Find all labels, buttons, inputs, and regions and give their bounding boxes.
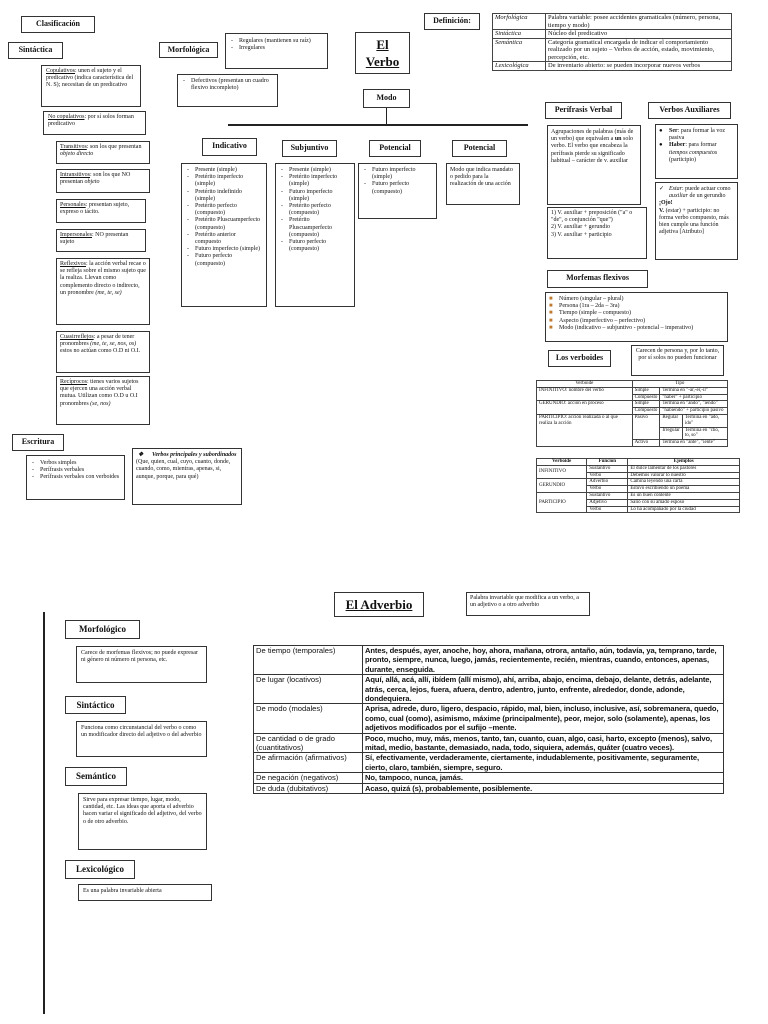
verbo-title-line2: Verbo [365,54,400,69]
perifrasis-box: Agrupaciones de palabras (más de un verbo) que equivalen a un solo verbo. El verbo que encabeza la perífrasis pierde su significado habitual – carácter de v. auxiliar [547,125,641,205]
square-bullet-icon: ■ [549,317,553,324]
morf-regulares: - Regulares (mantienen su raíz) [239,38,324,45]
square-bullet-icon: ■ [549,310,553,317]
impersonales-box: Impersonales: NO presentan sujeto [56,229,146,252]
defectivos-item: - Defectivos (presentan un cuadro flexivo incompleto) [191,78,274,92]
verboides-tipo-table: Verboide Tipo INFINITIVO: nombre del verbo Simple Termina en "-ar,-er,-ir" Compuesto "haber" + participio GERUNDIO: acción en proceso Simple Termina en "ando", "iendo" Compuesto "habiendo" + participio pasivo PARTICIPIO: acción realizada o al que realiza la acción Pasivo Regular Termina en "ado, ido" Irregular Termina en "cho, to, so" Activo Termina en "ante", "iente" [536,380,728,447]
subordinados-text: (Que, quien, cual, cuyo, cuanto, donde, cuando, como, mientras, apenas, si, aunque, porque, para qué) [136,459,231,480]
reciprocos-box: Recíprocos: tienes varios sujetos que ejercen una acción verbal mutua. Utilizan como O.D u O.I pronombres (se, nos) [56,376,150,425]
escritura-item: - Perífrasis verbales [40,467,121,474]
adverbio-row: De modo (modales) Aprisa, adrede, duro, ligero, despacio, rápido, mal, bien, incluso, inclusive, así, sobremanera, quedo, como, cual (como), asimismo, máxime (principalmente), peor, mejor, solo (solamente), apenas, los adjetivos modificados por el sufijo –mente. [254,704,724,733]
adverbio-row: De afirmación (afirmativos) Sí, efectivamente, verdaderamente, ciertamente, indudablemente, positivamente, seguramente, cierto, claro, también, siempre, seguro. [254,753,724,773]
verboides-heading: Los verboides [548,350,611,367]
bullet-icon: ● [659,128,663,134]
subordinados-box: ❖ Verbos principales y subordinados (Que, quien, cual, cuyo, cuanto, donde, cuando, como, mientras, apenas, si, aunque, porque, para qué) [132,448,242,505]
modo-indicativo: Indicativo [202,138,257,156]
adverbio-row: De cantidad o de grado (cuantitativos) Poco, mucho, muy, más, menos, tanto, tan, cuanto, cuan, algo, casi, harto, excepto (menos), salvo, mitad, medio, bastante, demasiado, nada, todo, siquiera, además, quáter (cuatro veces). [254,733,724,753]
modo-imperativo: Potencial [452,140,507,157]
escritura-item: - Perífrasis verbales con verboides [40,474,121,481]
modo-branch-line [228,124,528,126]
adverbio-row: De tiempo (temporales) Antes, después, ayer, anoche, hoy, ahora, mañana, otrora, antaño, aún, todavía, ya, temprano, tarde, pronto, siempre, nunca, luego, jamás, recientemente, recién, mientras, cuando, entonces, apenas, durante, enseguida. [254,646,724,675]
modo-potencial: Potencial [369,140,421,157]
defectivos-box [177,74,278,107]
diamond-bullet-icon: ❖ [138,452,144,458]
personales-box: Personales: presentan sujeto, expreso o tácito. [56,199,146,223]
square-bullet-icon: ■ [549,296,553,302]
subjuntivo-box: - Presente (simple) - Pretérito imperfecto (simple) - Futuro imperfecto (simple) - Pretérito perfecto (compuesto) - Pretérito Pluscuamperfecto (compuesto) - Futuro perfecto (compuesto) [275,163,355,307]
imperativo-box: Modo que indica mandato o pedido para la realización de una acción [446,163,520,205]
def-row: Morfológica Palabra variable: posee accidentes gramaticales (número, persona, tiempo y modo) [493,14,732,30]
adverbio-row: De lugar (locativos) Aquí, allá, acá, allí, ibídem (allí mismo), ahí, arriba, abajo, encima, debajo, delante, detrás, adelante, atrás, cerca, lejos, fuera, afuera, dentro, adentro, junto, enfrente, alrededor, donde, adonde, dondequiera. [254,675,724,704]
adverbio-definition: Palabra invariable que modifica a un verbo, a un adjetivo o a otro adverbio [466,592,590,616]
escritura-item: - Verbos simples [40,460,121,467]
definicion-table [492,13,732,71]
semantico-heading: Semántico [65,767,127,786]
auxiliares-box: ● Ser: para formar la voz pasiva ● Haber: para formar tiempos compuestos (participio) [655,124,738,179]
morfologico-box: Carece de morfemas flexivos; no puede expresar ni género ni número ni persona, etc. [76,646,207,683]
def-row: Lexicológica De inventario abierto: se pueden incorporar nuevos verbos [493,62,732,71]
verbo-title [355,32,410,74]
morfologica-box [225,33,328,69]
cuasirreflejos-box: Cuasirreflejos: a pesar de tener pronombres (me, te, se, nos, os) estos no actúan como O.D ni O.I. [56,331,150,373]
reflexivos-box: Reflexivos: la acción verbal recae o se refleja sobre el mismo sujeto que la realiza. Llevan como complemento directo o indirecto, un pronombre (me, te, se) [56,258,150,325]
intransitivos-box: Intransitivos: son los que NO presentan objeto [56,169,150,193]
modo-heading: Modo [363,89,410,108]
lexicologico-heading: Lexicológico [65,860,135,879]
verboides-funcion-table: Verboide Función Ejemplos INFINITIVO Sustantivo El dulce lamentar de los pastores Verbo Debemos valorar lo nuestro GERUNDIO Adverbio Camina leyendo una carta Verbo Estuvo escribiendo un poema PARTICIPIO Sustantivo Es un buen contente Adjetivo Salió con su amado esposo Verbo Lo ha acompañado por la ciudad [536,458,740,513]
estar-box: ✓ Estar: puede actuar como auxiliar de un gerundio ¡Ojo! V. (estar) + participio: no forma verbo compuesto, más bien cumple una función adjetiva [Atributo] [655,182,738,260]
morfologica-heading: Morfológica [159,42,218,58]
modo-connector [386,108,387,124]
morf-irregulares: - Irregulares [239,45,324,52]
lexicologico-box: Es una palabra invariable abierta [78,884,212,901]
definicion-heading: Definición: [424,13,480,30]
semantico-box: Sirve para expresar tiempo, lugar, modo, cantidad, etc. Las ideas que aporta el adverbio hacen variar el significado del adjetivo, del verbo o de otro adverbio. [78,793,207,850]
adverbio-row: De duda (dubitativos) Acaso, quizá (s), probablemente, posiblemente. [254,783,724,793]
morfologico-heading: Morfológico [65,620,140,639]
def-row: Semántica Categoría gramatical encargada de indicar el comportamiento realizado por un sujeto – Verbos de acción, estado, movimiento, percepción, etc. [493,38,732,62]
morfemas-box: ■ Número (singular – plural) ■ Persona (1ra – 2da – 3ra) ■ Tiempo (simple – compuesto) ■ Aspecto (imperfectivo – perfectivo) ■ Modo (indicativo – subjuntivo - potencial – imperativo) [545,292,728,342]
perifrasis-heading: Perífrasis Verbal [545,102,622,119]
morfemas-heading: Morfemas flexivos [547,270,648,288]
no-copulativos-box: No copulativos: por sí solos forman predicativo [43,111,146,135]
auxiliares-heading: Verbos Auxiliares [648,102,731,119]
check-icon: ✓ [659,186,665,192]
adverbio-side-line [43,612,45,1014]
copulativos-box: Copulativos: unen el sujeto y el predicativo (indica característica del N. S); necesitan de un predicativo [41,65,141,107]
perifrasis-list-box: 1) V. auxiliar + preposición ("a" o "de", o conjunción "que") 2) V. auxiliar + gerundio 3) V. auxiliar + participio [547,207,647,259]
square-bullet-icon: ■ [549,324,553,331]
verbo-title-line1: El [376,37,389,52]
adverbio-row: De negación (negativos) No, tampoco, nunca, jamás. [254,773,724,783]
sintactica-heading: Sintáctica [8,42,63,59]
sintactico-heading: Sintáctico [65,696,126,714]
escritura-box [26,455,125,500]
transitivos-box: Transitivos: son los que presentan objeto directo [56,141,150,164]
adverbio-table [253,645,724,794]
verboides-box: Carecen de persona y, por lo tanto, por sí solos no pueden funcionar [631,345,724,376]
def-row: Sintáctica Núcleo del predicativo [493,30,732,39]
potencial-box: - Futuro imperfecto (simple) - Futuro perfecto (compuesto) [358,163,437,219]
square-bullet-icon: ■ [549,303,553,310]
escritura-heading: Escritura [12,434,64,451]
sintactico-box: Funciona como circunstancial del verbo o como un modificador directo del adjetivo o del adverbio [76,721,207,757]
indicativo-box: - Presente (simple) - Pretérito imperfecto (simple) - Pretérito indefinido (simple) - Pretérito perfecto (compuesto) - Pretérito Pluscuamperfecto (compuesto) - Pretérito anterior compuesto - Futuro imperfecto (simple) - Futuro perfecto (compuesto) [181,163,267,307]
modo-subjuntivo: Subjuntivo [282,140,337,157]
clasificacion-heading: Clasificación [21,16,95,33]
adverbio-title: El Adverbio [334,592,424,617]
bullet-icon: ● [659,142,663,149]
